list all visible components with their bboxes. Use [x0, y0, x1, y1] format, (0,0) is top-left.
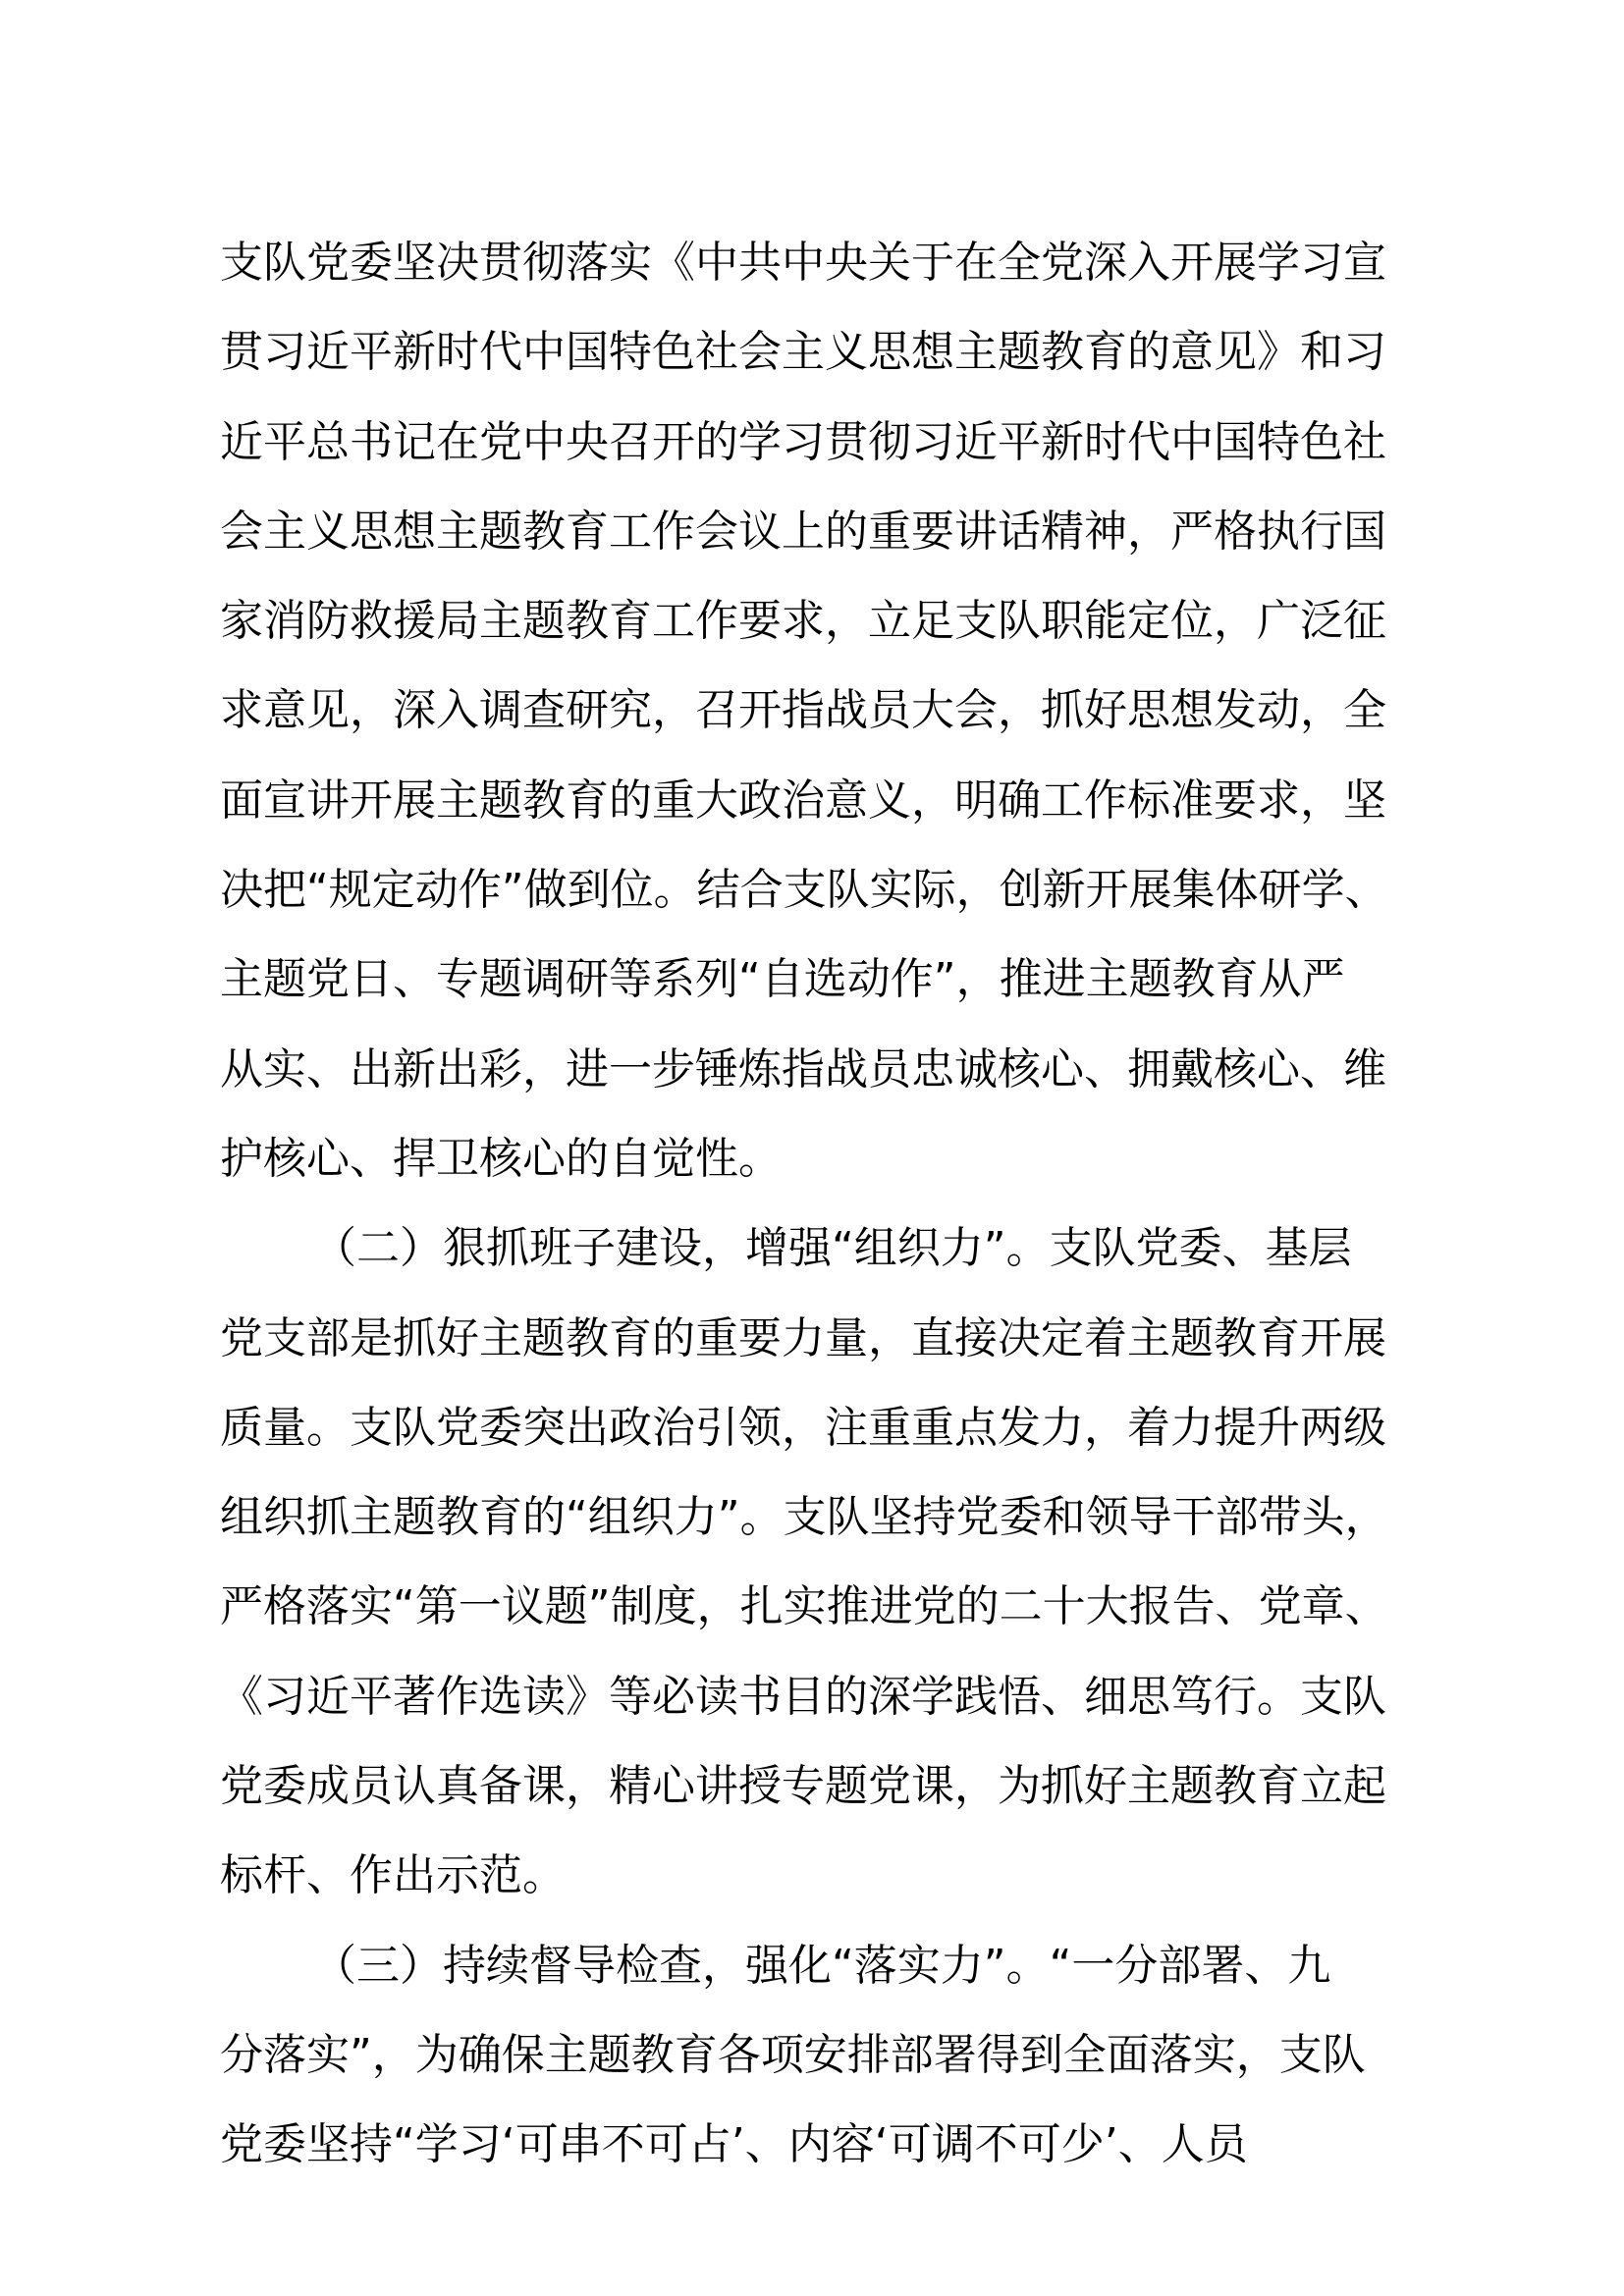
- text-line: 《习近平著作选读》等必读书目的深学践悟、细思笃行。支队: [220, 1671, 1386, 1722]
- text-line: 主题党日、专题调研等系列“自选动作”，推进主题教育从严: [220, 954, 1345, 1005]
- text-line: 党支部是抓好主题教育的重要力量，直接决定着主题教育开展: [220, 1312, 1386, 1363]
- text-line: 近平总书记在党中央召开的学习贯彻习近平新时代中国特色社: [220, 416, 1386, 467]
- text-line: 从实、出新出彩，进一步锤炼指战员忠诚核心、拥戴核心、维: [220, 1043, 1386, 1095]
- text-line: 会主义思想主题教育工作会议上的重要讲话精神，严格执行国: [220, 506, 1386, 557]
- text-line: 求意见，深入调查研究，召开指战员大会，抓好思想发动，全: [220, 685, 1386, 736]
- text-line: 支队党委坚决贯彻落实《中共中央关于在全党深入开展学习宣: [220, 238, 1386, 288]
- text-line: 家消防救援局主题教育工作要求，立足支队职能定位，广泛征: [220, 596, 1386, 647]
- text-line: 面宣讲开展主题教育的重大政治意义，明确工作标准要求，坚: [220, 774, 1386, 826]
- text-line: 标杆、作出示范。: [220, 1850, 566, 1901]
- section-heading-2: （二）狠抓班子建设，增强“组织力”。支队党委、基层: [313, 1223, 1352, 1274]
- text-line: 质量。支队党委突出政治引领，注重重点发力，着力提升两级: [220, 1402, 1386, 1453]
- text-line: 党委成员认真备课，精心讲授专题党课，为抓好主题教育立起: [220, 1761, 1386, 1812]
- text-line: 严格落实“第一议题”制度，扎实推进党的二十大报告、党章、: [220, 1581, 1388, 1632]
- text-line: 分落实”，为确保主题教育各项安排部署得到全面落实，支队: [220, 2029, 1366, 2080]
- section-heading-3: （三）持续督导检查，强化“落实力”。“一分部署、九: [313, 1940, 1331, 1991]
- text-line: 贯习近平新时代中国特色社会主义思想主题教育的意见》和习: [220, 327, 1386, 378]
- text-line: 决把“规定动作”做到位。结合支队实际，创新开展集体研学、: [220, 865, 1388, 916]
- body-text: [220, 218, 1428, 2190]
- text-line: 护核心、捍卫核心的自觉性。: [220, 1133, 782, 1184]
- text-line: 组织抓主题教育的“组织力”。支队坚持党委和领导干部带头，: [220, 1492, 1388, 1543]
- text-line: 党委坚持“学习‘可串不可占’、内容‘可调不可少’、人员: [220, 2119, 1248, 2170]
